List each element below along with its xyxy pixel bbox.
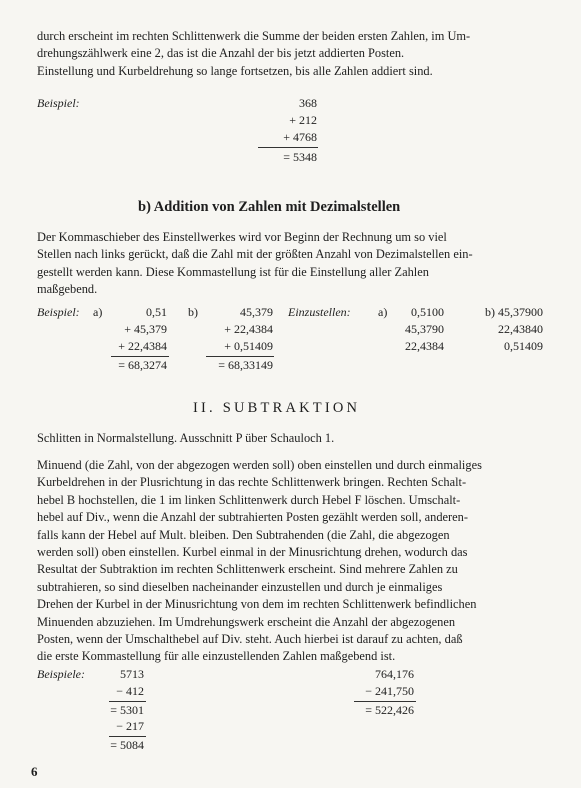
- einzustellen-number: 45,3790: [405, 322, 444, 336]
- example-label: Beispiel:: [37, 96, 80, 110]
- example-number: + 45,379: [124, 322, 167, 336]
- page-number: 6: [31, 764, 38, 779]
- text-line: maßgebend.: [37, 282, 98, 297]
- section-intro: Schlitten in Normalstellung. Ausschnitt P über Schauloch 1.: [37, 431, 335, 445]
- example-number: + 4768: [283, 130, 317, 144]
- example-result: = 5301: [110, 703, 144, 717]
- sum-rule: [109, 736, 146, 737]
- example-result: = 5084: [110, 738, 144, 752]
- example-number: + 22,4384: [224, 322, 273, 336]
- text-line: Drehen der Kurbel in der Minusrichtung von dem im rechten Schlittenwerk befindlichen: [37, 597, 477, 612]
- sum-rule: [111, 356, 169, 357]
- text-line: die erste Kommastellung für alle einzustellenden Zahlen maßgebend ist.: [37, 649, 396, 664]
- sum-rule: [206, 356, 274, 357]
- sum-rule: [354, 701, 416, 702]
- example-number: − 217: [116, 719, 144, 733]
- einzustellen-number: 0,5100: [411, 305, 444, 319]
- example-number: + 22,4384: [118, 339, 167, 353]
- sum-rule: [258, 147, 318, 148]
- text-line: hebel B hochstellen, die 1 im linken Schlittenwerk durch Hebel F löschen. Umschalt-: [37, 492, 461, 507]
- example-result: = 5348: [283, 150, 317, 164]
- example-number: 5713: [120, 667, 144, 681]
- example-a-label: a): [93, 305, 103, 319]
- text-line: Resultat der Subtraktion im rechten Schlittenwerk erscheint. Sind mehrere Zahlen zu: [37, 562, 458, 577]
- example-result: = 68,33149: [218, 358, 273, 372]
- einzustellen-number: 22,43840: [498, 322, 543, 336]
- example-number: − 412: [116, 684, 144, 698]
- text-line: durch erscheint im rechten Schlittenwerk die Summe der beiden ersten Zahlen, im Um-: [37, 29, 471, 43]
- example-number: 368: [299, 96, 317, 110]
- text-line: Einstellung und Kurbeldrehung so lange fortsetzen, bis alle Zahlen addiert sind.: [37, 63, 433, 78]
- text-line: gestellt werden kann. Diese Kommastellung ist für die Einstellung aller Zahlen: [37, 264, 429, 279]
- example-result: = 522,426: [365, 703, 414, 717]
- text-line: Kurbeldrehen in der Plusrichtung in das rechte Schlittenwerk bringen. Rechten Schalt-: [37, 475, 467, 490]
- example-number: 0,51: [146, 305, 167, 319]
- example-number: 45,379: [240, 305, 273, 319]
- example-label: Beispiele:: [37, 667, 85, 681]
- example-number: + 0,51409: [224, 339, 273, 353]
- example-number: + 212: [289, 113, 317, 127]
- text-line: subtrahieren, so sind dieselben nacheinander einzustellen und durch je einmaliges: [37, 579, 443, 594]
- example-number: 764,176: [375, 667, 414, 681]
- section-heading: b) Addition von Zahlen mit Dezimalstellen: [138, 199, 401, 215]
- text-line: Stellen nach links gerückt, daß die Zahl mit der größten Anzahl von Dezimalstellen ein-: [37, 247, 473, 262]
- section-heading: II. SUBTRAKTION: [193, 400, 361, 416]
- text-line: falls kann der Hebel auf Mult. bleiben. Den Subtrahenden (die Zahl, die abgezogen: [37, 527, 450, 542]
- einzustellen-a-label: a): [378, 305, 388, 319]
- example-number: − 241,750: [365, 684, 414, 698]
- text-line: Minuenden abzuziehen. Im Umdrehungswerk erscheint die Anzahl der abgezogenen: [37, 614, 456, 629]
- example-b-label: b): [188, 305, 198, 319]
- text-line: Posten, wenn der Umschalthebel auf Div. steht. Auch hierbei ist darauf zu achten, daß: [37, 632, 463, 647]
- sum-rule: [109, 701, 146, 702]
- text-line: werden soll) oben einstellen. Kurbel einmal in der Minusrichtung drehen, wodurch das: [37, 545, 468, 560]
- example-result: = 68,3274: [118, 358, 167, 372]
- einzustellen-b-first: b) 45,37900: [485, 305, 543, 319]
- top-paragraph: [37, 28, 545, 80]
- einzustellen-number: 0,51409: [504, 339, 543, 353]
- einzustellen-number: 22,4384: [405, 339, 444, 353]
- text-line: hebel auf Div., wenn die Anzahl der subtrahierten Posten gezählt werden soll, anderen-: [37, 510, 468, 525]
- text-line: drehungszählwerk eine 2, das ist die Anzahl der bis jetzt addierten Posten.: [37, 46, 405, 61]
- text-line: Der Kommaschieber des Einstellwerkes wird vor Beginn der Rechnung um so viel: [37, 230, 447, 244]
- example-label: Beispiel:: [37, 305, 80, 319]
- section-ii-paragraph: [37, 457, 545, 666]
- section-b-paragraph: [37, 229, 545, 299]
- einzustellen-label: Einzustellen:: [288, 305, 351, 319]
- text-line: Minuend (die Zahl, von der abgezogen werden soll) oben einstellen und durch einmaliges: [37, 458, 482, 472]
